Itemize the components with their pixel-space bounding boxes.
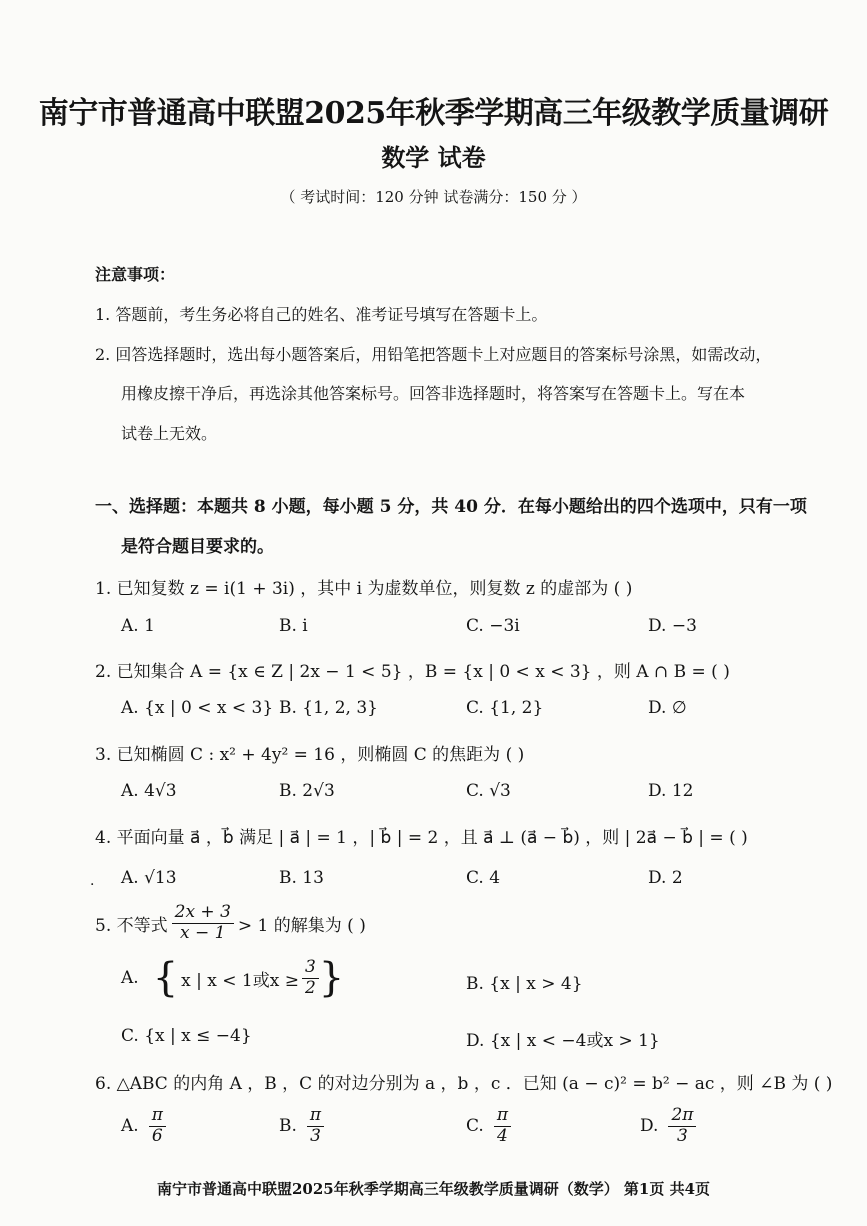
question-3-option-c: C. √3 xyxy=(466,781,511,801)
question-6-option-a-label: A. xyxy=(121,1116,139,1137)
question-5-stem-suffix: > 1 的解集为 ( ) xyxy=(237,915,366,936)
exam-title: 南宁市普通高中联盟2025年秋季学期高三年级教学质量调研 xyxy=(38,96,829,131)
question-6-option-a-denominator: 6 xyxy=(151,1125,163,1146)
question-5-option-c: C. {x | x ≤ −4} xyxy=(121,1026,252,1046)
question-4-option-b: B. 13 xyxy=(279,868,324,888)
question-5-option-a-numerator: 3 xyxy=(302,958,319,979)
section-1-heading-cont: 是符合题目要求的。 xyxy=(121,537,274,557)
question-2-option-c: C. {1, 2} xyxy=(466,698,544,718)
scan-dot: · xyxy=(90,877,95,893)
question-6-option-c-denominator: 4 xyxy=(496,1125,508,1146)
question-5-option-a xyxy=(121,955,345,1002)
question-2-option-a: A. {x | 0 < x < 3} xyxy=(121,698,274,718)
question-2-option-b: B. {1, 2, 3} xyxy=(279,698,378,718)
question-5-stem xyxy=(95,903,366,943)
question-6-option-d-label: D. xyxy=(640,1116,659,1137)
exam-info: （ 考试时间：120 分钟 试卷满分：150 分 ） xyxy=(280,188,587,206)
question-5-option-a-denominator: 2 xyxy=(304,977,316,998)
exam-subtitle: 数学 试卷 xyxy=(381,143,486,172)
question-6-option-b xyxy=(279,1106,324,1146)
question-1-option-c: C. −3i xyxy=(466,616,520,636)
question-5-denominator: x − 1 xyxy=(180,922,226,943)
question-6-option-d-denominator: 3 xyxy=(677,1125,688,1146)
question-6-option-a-fraction xyxy=(149,1106,166,1146)
note-item-1: 1. 答题前，考生务必将自己的姓名、准考证号填写在答题卡上。 xyxy=(95,305,548,324)
question-1-stem: 1. 已知复数 z = i(1 + 3i) ，其中 i 为虚数单位，则复数 z 的虚部为 ( ) xyxy=(95,579,633,599)
question-6-option-a-numerator: π xyxy=(149,1106,166,1127)
note-item-2-line-2: 用橡皮擦干净后，再选涂其他答案标号。回答非选择题时，将答案写在答题卡上。写在本 xyxy=(121,384,746,403)
question-6-stem: 6. △ABC 的内角 A ，B ，C 的对边分别为 a ，b ，c ．已知 (a − c)² = b² − ac ，则 ∠B 为 ( ) xyxy=(95,1074,833,1094)
question-2-stem: 2. 已知集合 A = {x ∈ Z | 2x − 1 < 5} ，B = {x | 0 < x < 3} ，则 A ∩ B = ( ) xyxy=(95,662,730,682)
question-3-option-d: D. 12 xyxy=(648,781,694,801)
question-6-option-c xyxy=(466,1106,511,1146)
question-2-option-d: D. ∅ xyxy=(648,698,687,718)
question-6-option-b-label: B. xyxy=(279,1116,297,1137)
question-5-option-a-text: x | x < 1或x ≥ xyxy=(181,970,299,991)
question-4-option-c: C. 4 xyxy=(466,868,501,888)
question-3-option-b: B. 2√3 xyxy=(279,781,335,801)
question-3-stem: 3. 已知椭圆 C : x² + 4y² = 16 ，则椭圆 C 的焦距为 ( ) xyxy=(95,745,525,765)
question-6-option-d xyxy=(640,1106,696,1146)
question-6-option-a xyxy=(121,1106,166,1146)
question-1-option-d: D. −3 xyxy=(648,616,697,636)
question-6-option-c-numerator: π xyxy=(494,1106,511,1127)
left-brace: { xyxy=(152,955,179,1002)
question-3-option-a: A. 4√3 xyxy=(121,781,177,801)
question-4-option-d: D. 2 xyxy=(648,868,683,888)
question-5-option-a-fraction xyxy=(302,958,319,998)
question-6-option-b-numerator: π xyxy=(307,1106,324,1127)
question-4-option-a: A. √13 xyxy=(121,868,177,888)
question-5-option-b: B. {x | x > 4} xyxy=(466,974,583,994)
question-6-option-d-fraction xyxy=(668,1106,696,1146)
question-6-option-b-denominator: 3 xyxy=(310,1125,321,1146)
question-5-option-d: D. {x | x < −4或x > 1} xyxy=(466,1031,660,1051)
question-6-option-c-fraction xyxy=(494,1106,511,1146)
question-4-stem: 4. 平面向量 a⃗ ，b⃗ 满足 | a⃗ | = 1 ，| b⃗ | = 2 ，且 a⃗ ⊥ (a⃗ − b⃗) ，则 | 2a⃗ − b⃗ | = ( ) xyxy=(95,828,748,848)
question-5-option-a-label: A. xyxy=(121,968,139,989)
notes-heading: 注意事项： xyxy=(95,265,176,284)
note-item-2-line-1: 2. 回答选择题时，选出每小题答案后，用铅笔把答题卡上对应题目的答案标号涂黑，如需改动， xyxy=(95,345,772,364)
question-1-option-a: A. 1 xyxy=(121,616,155,636)
question-5-stem-prefix: 5. 不等式 xyxy=(95,915,168,936)
section-1-heading: 一、选择题：本题共 8 小题，每小题 5 分，共 40 分．在每小题给出的四个选项中，只有一项 xyxy=(95,497,807,517)
page-footer: 南宁市普通高中联盟2025年秋季学期高三年级教学质量调研（数学） 第1页 共4页 xyxy=(156,1180,711,1198)
question-5-fraction xyxy=(172,903,234,943)
question-1-option-b: B. i xyxy=(279,616,308,636)
question-6-option-b-fraction xyxy=(307,1106,324,1146)
question-5-numerator: 2x + 3 xyxy=(172,903,234,924)
note-item-2-line-3: 试卷上无效。 xyxy=(121,424,218,443)
question-6-option-d-numerator: 2π xyxy=(668,1106,696,1127)
right-brace: } xyxy=(318,955,345,1002)
question-6-option-c-label: C. xyxy=(466,1116,484,1137)
